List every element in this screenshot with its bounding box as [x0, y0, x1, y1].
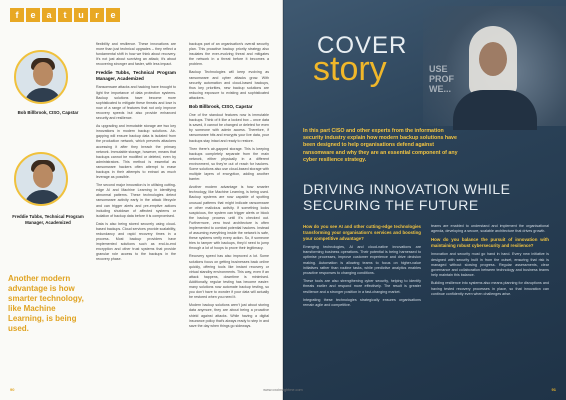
photo-background-text: USE PROF WE...: [429, 64, 455, 94]
sidebar-column: [8, 42, 88, 387]
text-column-b: [189, 42, 269, 332]
portrait-photo-1: [14, 50, 68, 104]
paragraph: These tools are also strengthening cyber security, helping to identify threats earlier and respond more effectively. The result is greater resilience and a stronger position in a fast-changing market.: [303, 279, 421, 294]
paragraph: Emerging technologies, AI and cloud-native innovations are transforming business operations. Their potential is being harnessed to optimise processes, improve customer experience and drive decision making. Automation is allowing teams to focus on higher-value initiatives rather than routine tasks, while predictive analytics enables proactive responses to changing conditions.: [303, 245, 421, 276]
text-column-a: [96, 42, 176, 266]
right-page: [283, 0, 566, 400]
feature-letter: e: [106, 8, 120, 22]
subheading: Bob Billbrook, CISO, Capstar: [189, 104, 253, 110]
portrait-caption-2: Freddie Tubbs, Technical Program Manager, Academized: [12, 214, 84, 225]
spine-gutter: [282, 0, 284, 400]
portrait-photo-2: [14, 152, 68, 206]
feature-letter: f: [10, 8, 24, 22]
paragraph: Recovery speed has also improved a lot. Some solutions focus on getting businesses back online quickly, offering tools like instant recovery or virtual standby environments. This way, even if an attack happens, downtime is minimised. Additionally, regular testing has become easier: many solutions now automate backup testing, so you don't have to wonder if your data will actually be restored when you need it.: [189, 254, 269, 300]
pull-quote: Another modern advantage is how smarter technology, like Machine Learning, is being used.: [8, 274, 84, 333]
paragraph: Innovation and security must go hand in hand. Every new initiative is designed with security built in from the outset, ensuring that risk is managed without slowing progress. Regular assessments, clear governance and collaboration between technology and business teams help maintain this balance.: [431, 252, 549, 278]
paragraph: backups part of an organisation's overall security plan. This proactive backup priority strategy also insulates the ever-evolving threat and mitigates the network in a threat before it becomes a problem.: [189, 42, 269, 67]
paragraph: flexibility and resilience. These innovations are more than just technical upgrades – they reflect a fundamental shift in how we think about recovery. It's not just about surviving an attack; it's about recovering stronger and faster, with less impact.: [96, 42, 176, 67]
paragraph: Backup Technologies will keep evolving as ransomware and cyber attacks grow. With security automation and cloud-based backups, thus key priorities, new backup solutions are reducing exposure to existing and sophisticated attackers.: [189, 70, 269, 100]
feature-label: [10, 8, 120, 22]
paragraph: teams are enabled to understand and implement the organisational agenda, developing a secure, scalable architecture that drives growth.: [431, 224, 549, 234]
paragraph: As upgrading and immutable storage are two key innovations in modern backup solutions. Air-gapping will ensure backup data is isolated from the production network, which prevents attackers accessing it after they breach the primary network. Immutable storage, however, means that backups cannot be modified or deleted, even by administrators. This method is essential as ransomware hackers often attempt to erase backups in their attempts to extract as much leverage as possible.: [96, 124, 176, 180]
intro-text: In this part CISO and other experts from the information security industry explain how modern backup solutions have been designed to help organisations defend against ransomware and why they are an essential component of any cyber resilience strategy.: [303, 128, 458, 163]
paragraph: The second major innovation is in utilising cutting-edge AI and Machine Learning in identifying abnormal patterns. These technologies detect ransomware activity early in the attack lifecycle and can trigger alerts and pre-emptive actions including shutdown of affected systems or isolation of backup data before it is compromised.: [96, 183, 176, 218]
paragraph: Then there's air-gapped storage. This is keeping backups completely separate from the main network, either physically in a different environment, so they're out of reach for hackers. Some solutions also use cloud-based storage with multiple layers of encryption, adding another barrier.: [189, 146, 269, 182]
paragraph: Ransomware attacks and hacking have brought to light the importance of data protection systems. Backup solutions have become more sophisticated to mitigate these threats and lose is now of a range of features that not only improve recovery speeds but also provide enhanced security and resilience.: [96, 85, 176, 121]
site-url: www.cxoinsightme.com: [263, 388, 303, 392]
feature-letter: a: [42, 8, 56, 22]
feature-letter: u: [74, 8, 88, 22]
paragraph: One of the standout features now is immutable backups. Think of it like a locked box – once data is saved, it cannot be changed or deleted for even by someone with admin access. Therefore, if ransomware hits and encrypts your live data, your backups stay intact and ready to restore.: [189, 113, 269, 143]
right-text-column-a: [303, 224, 421, 311]
paragraph: Another modern advantage is how smarter technology, like Machine Learning, is being used. Backup systems are now capable of spotting unusual patterns that might indicate ransomware or other malicious activity. If something looks suspicious, the system can trigger alerts or block the backup process until it's checked out. Furthermore, zero trust architecture is often implemented to combat potential hackers. Instead of assuming everything inside the network is safe, these systems verify every action. So, if someone tries to tamper with backups, they'd need to jump through a lot of hoops to prove their legitimacy.: [189, 185, 269, 251]
page-number-left: 90: [10, 387, 15, 392]
cover-photo: [423, 6, 566, 126]
question: How do you see AI and other cutting-edge technologies transforming your organisation's services and boosting your competitive advantage?: [303, 224, 421, 241]
question: How do you balance the pursuit of innovation with maintaining robust cybersecurity and resilience?: [431, 237, 549, 249]
portrait-caption-1: Bob Billbrook, CISO, Capstar: [17, 110, 79, 115]
section-title-cover: COVER: [317, 32, 408, 59]
article-headline: DRIVING INNOVATION WHILE SECURING THE FUTURE: [303, 181, 511, 213]
page-number-right: 91: [551, 387, 556, 392]
paragraph: Modern backup solutions aren't just about storing data anymore, they are about being a proactive shield against attacks. While having a digital insurance policy that's always ready to step in and save the day when things go sideways.: [189, 303, 269, 328]
feature-letter: e: [26, 8, 40, 22]
paragraph: Data is also being stored securely using cloud-based backups. Cloud services provide scalability, redundancy and rapid recovery times in a process. Most backup providers have implemented solutions such as end-to-end encryption and other trust systems that provide granular role access to the backups in the recovery phase.: [96, 221, 176, 262]
section-title-story: story: [313, 50, 387, 88]
feature-letter: t: [58, 8, 72, 22]
feature-letter: r: [90, 8, 104, 22]
right-text-column-b: [431, 224, 549, 300]
subheading: Freddie Tubbs, Technical Program Manager, Academized: [96, 70, 176, 82]
paragraph: Integrating these technologies strategically ensures organisations remain agile and competitive.: [303, 297, 421, 308]
paragraph: Building resilience into systems also means planning for disruptions and having tested recovery processes in place, so that innovation can continue confidently even when challenges arise.: [431, 281, 549, 296]
